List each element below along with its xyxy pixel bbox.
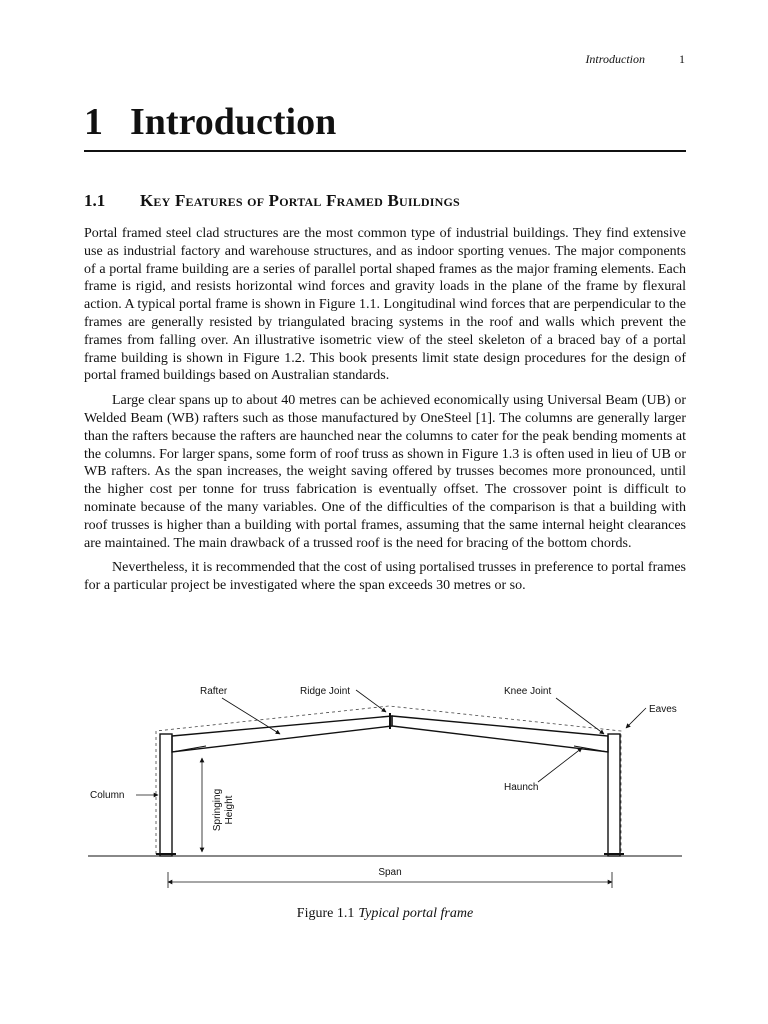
- right-column: [608, 734, 620, 856]
- label-eaves: Eaves: [649, 704, 677, 715]
- label-rafter: Rafter: [200, 686, 228, 697]
- knee-joint-leader: [556, 698, 604, 734]
- ridge-joint-leader: [356, 690, 386, 712]
- label-ridge-joint: Ridge Joint: [300, 686, 351, 697]
- caption-title: Typical portal frame: [358, 906, 474, 921]
- caption-number: Figure 1.1: [296, 906, 355, 921]
- figure-caption: [84, 906, 686, 922]
- paragraph-2: Large clear spans up to about 40 metres can be achieved economically using Universal Beam (UB) or Welded Beam (WB) rafters such as those manufactured by OneSteel [1]. The columns are generally larger than the rafters because the rafters are haunched near the columns to cater for the peak bending moments at the columns. For larger spans, some form of roof truss as shown in Figure 1.3 is often used in lieu of UB or WB rafters. As the span increases, the weight saving offered by trusses becomes more pronounced, until the higher cost per tonne for truss fabrication is eventually offset. The crossover point is difficult to nominate because of the many variables. One of the difficulties of the comparison is that a building with roof trusses is higher than a building with portal frames, assuming that the same internal height clearances are maintained. The main drawback of a trussed roof is the need for bracing of the bottom chords.: [84, 393, 686, 551]
- label-haunch: Haunch: [504, 782, 539, 793]
- eaves-leader: [626, 708, 646, 728]
- label-springing: Springing: [212, 788, 223, 832]
- label-column: Column: [90, 790, 125, 801]
- portal-frame-figure: [84, 676, 686, 898]
- paragraph-3: Nevertheless, it is recommended that the cost of using portalised trusses in preference to portal frames for a particular project be investigated where the span exceeds 30 metres or so.: [84, 560, 686, 594]
- section-number: 1.1: [84, 191, 106, 210]
- chapter-title: Introduction: [130, 101, 337, 143]
- chapter-number: 1: [84, 101, 103, 143]
- label-height: Height: [224, 795, 235, 825]
- paragraph-1: Portal framed steel clad structures are the most common type of industrial buildings. They find extensive use as industrial factory and warehouse structures, and as indoor sporting venues. The major components of a portal frame building are a series of parallel portal shaped frames as the major framing elements. Each frame is rigid, and resists horizontal wind forces and gravity loads in the plane of the frame by flexural action. A typical portal frame is shown in Figure 1.1. Longitudinal wind forces that are perpendicular to the frames are generally resisted by triangulated bracing systems in the roof and walls which prevent the frames from falling over. An illustrative isometric view of the steel skeleton of a braced bay of a portal frame building is shown in Figure 1.2. This book presents limit state design procedures for the design of portal framed buildings based on Australian standards.: [84, 226, 686, 384]
- page-number: 1: [679, 52, 685, 66]
- chapter-heading: [84, 98, 686, 152]
- running-head-title: Introduction: [585, 52, 645, 66]
- portal-frame-diagram: [84, 676, 686, 898]
- haunch-leader: [538, 748, 582, 782]
- section-title: Key Features of Portal Framed Buildings: [140, 191, 460, 210]
- body-text: [84, 225, 686, 602]
- label-knee-joint: Knee Joint: [504, 686, 552, 697]
- section-heading: [84, 191, 686, 211]
- left-column: [160, 734, 172, 856]
- label-span: Span: [378, 867, 402, 878]
- cladding-outline: [156, 706, 621, 854]
